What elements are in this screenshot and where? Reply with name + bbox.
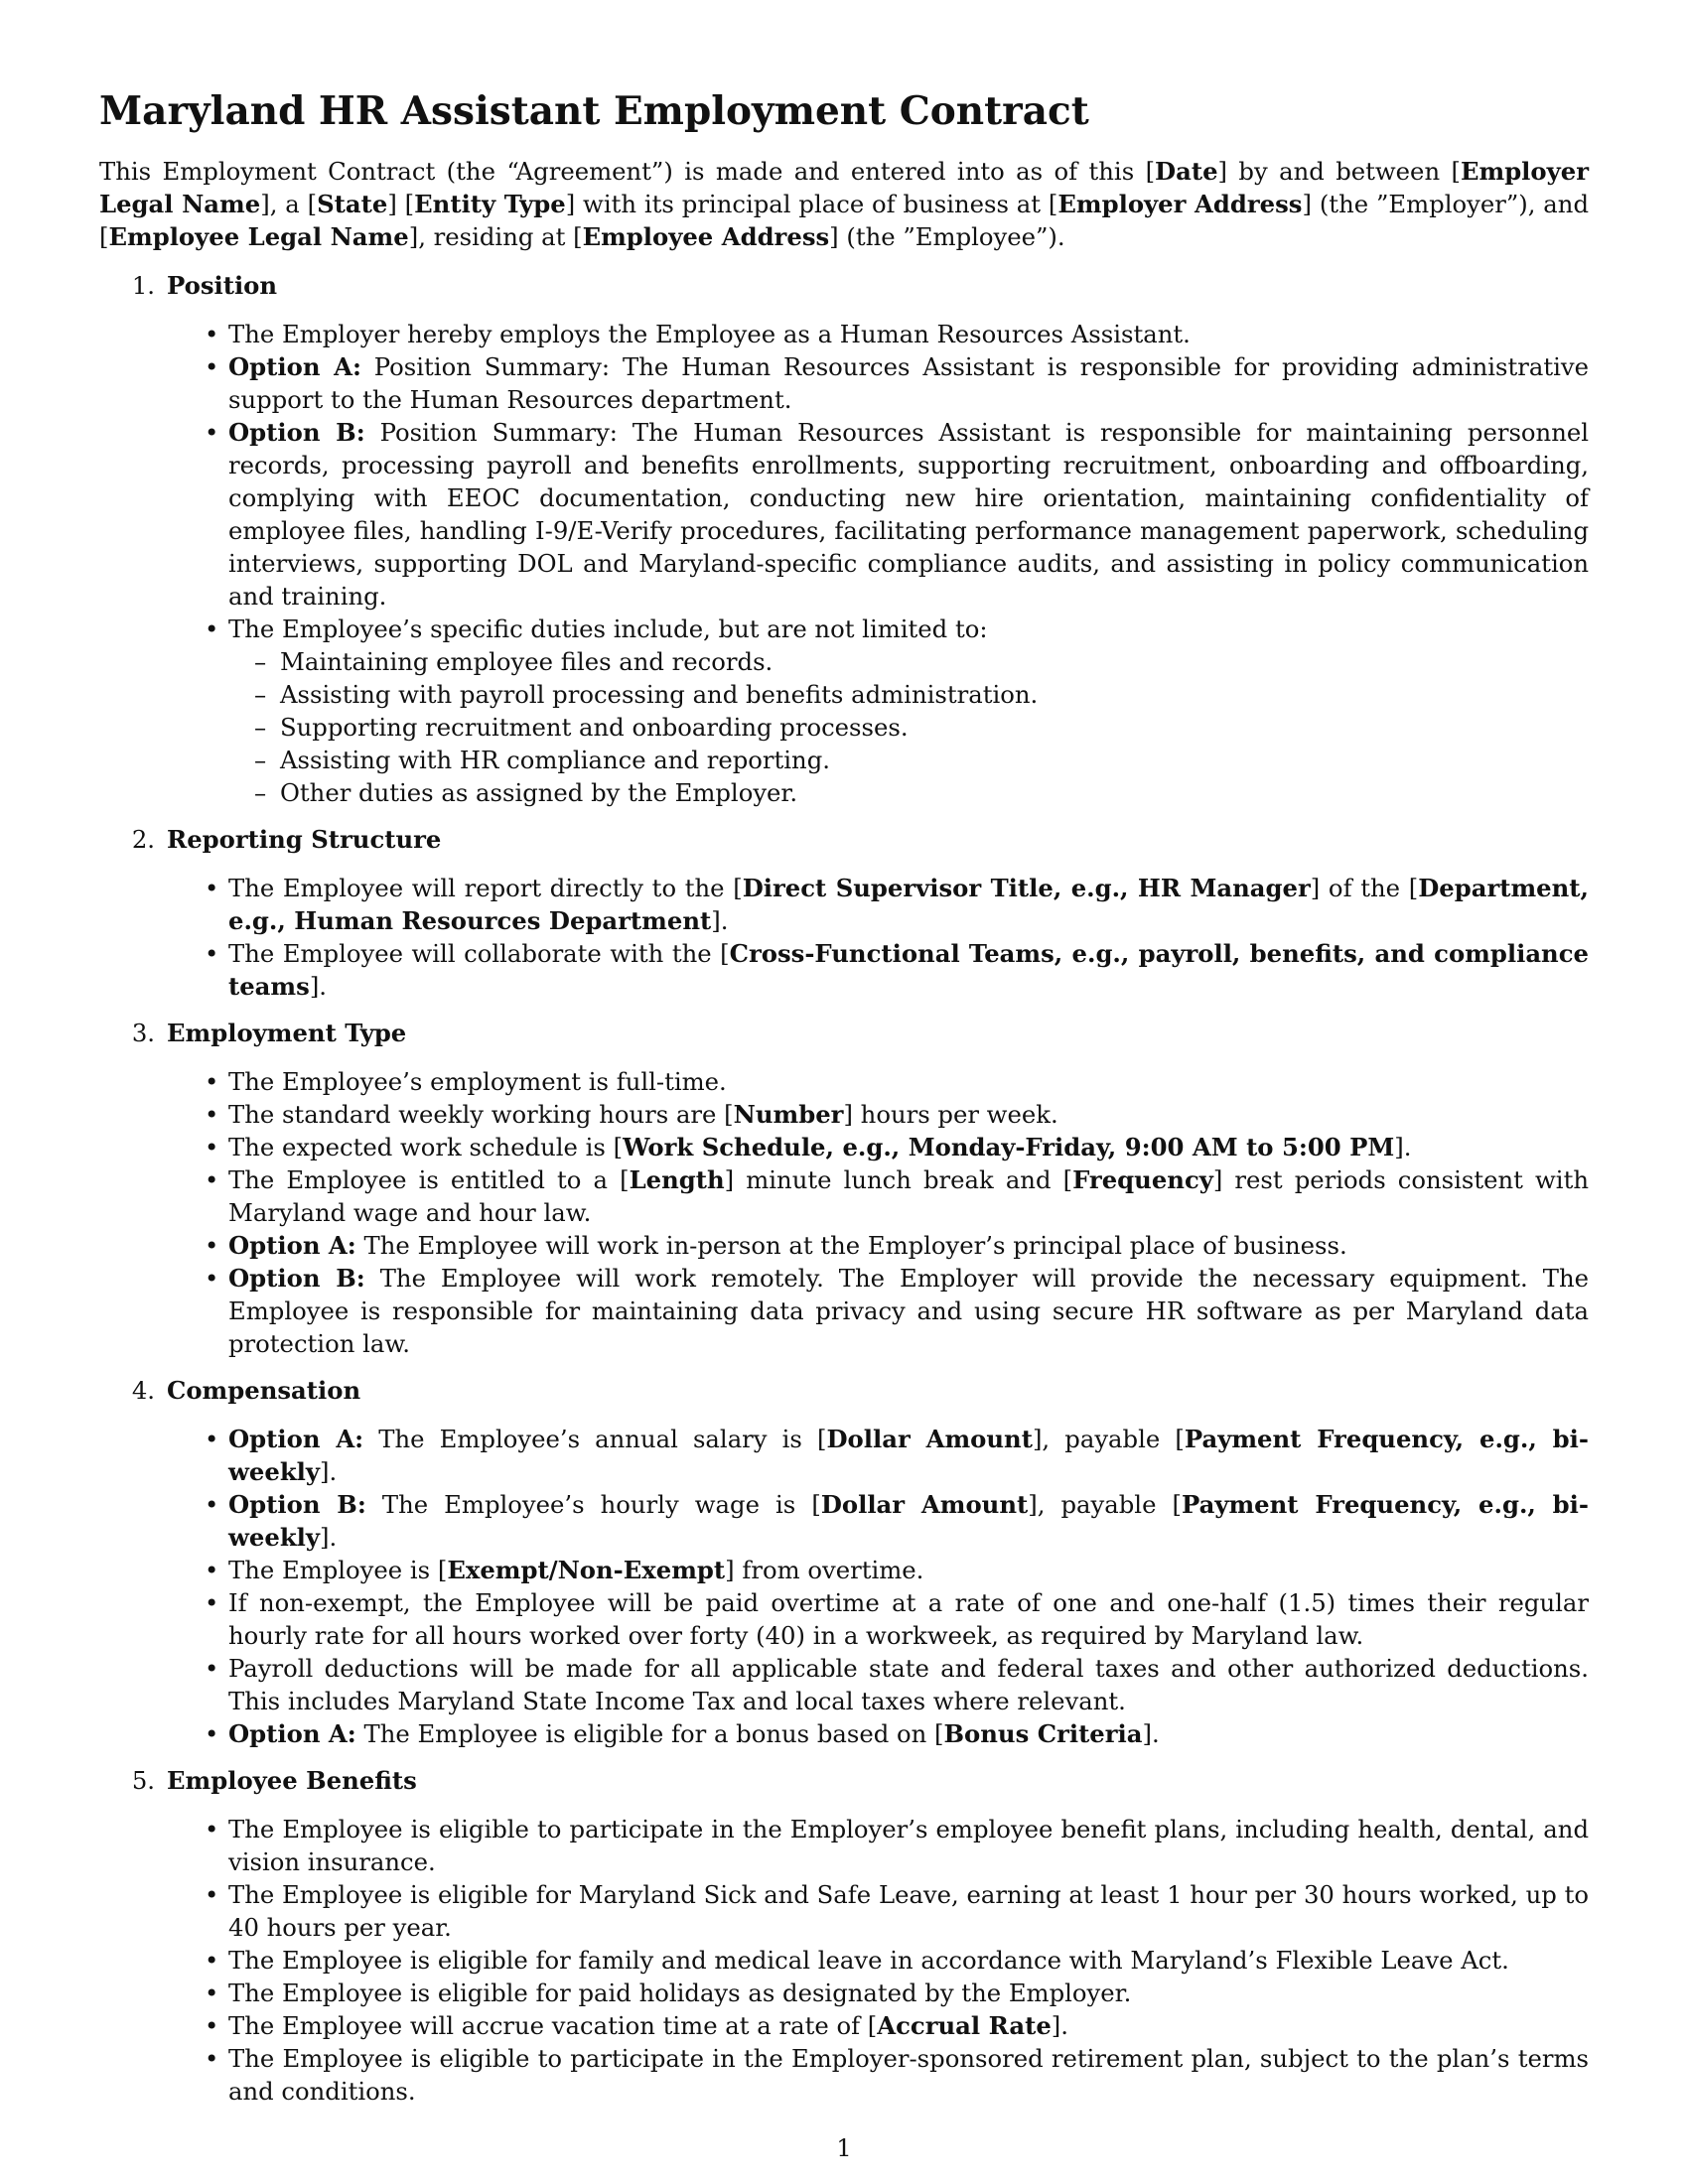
placeholder-teams: Cross-Functional Teams, e.g., payroll, benefits, and compliance teams	[228, 939, 1589, 1001]
option-label: Option B:	[228, 418, 365, 447]
intro-text: ], residing at [	[408, 222, 583, 251]
item-text: The Employee will work in-person at the Employer’s principal place of business.	[355, 1231, 1347, 1260]
item-text: ], payable [	[1032, 1425, 1185, 1453]
placeholder-dollar-amount: Dollar Amount	[820, 1490, 1029, 1519]
placeholder-employee-legal-name: Employee Legal Name	[108, 222, 409, 251]
list-item: • The Employee is eligible to participate in the Employer’s employee benefit plans, including health, dental, and vision insurance.	[228, 1813, 1589, 1878]
placeholder-length: Length	[629, 1165, 725, 1194]
duty-item: – Supporting recruitment and onboarding processes.	[280, 711, 1589, 744]
section-heading	[99, 1017, 1589, 1049]
item-text: The Employee’s specific duties include, but are not limited to:	[228, 614, 988, 643]
intro-text: ] (the ”Employee”).	[829, 222, 1065, 251]
section-heading	[99, 1764, 1589, 1797]
item-text: ].	[1142, 1719, 1160, 1748]
intro-text: ] [	[387, 190, 415, 218]
section-number: 1.	[131, 271, 155, 300]
option-label: Option A:	[228, 1425, 364, 1453]
item-text: The standard weekly working hours are [	[228, 1100, 734, 1129]
section-title: Employment Type	[167, 1019, 407, 1047]
list-item: • If non-exempt, the Employee will be paid overtime at a rate of one and one-half (1.5) times their regular hourly rate for all hours worked over forty (40) in a workweek, as required by Maryland law.	[228, 1586, 1589, 1652]
item-text: ] hours per week.	[843, 1100, 1058, 1129]
bullet-list	[99, 1813, 1589, 2108]
item-text: The Employee will collaborate with the [	[228, 939, 730, 968]
list-item	[228, 2009, 1589, 2042]
option-label: Option B:	[228, 1264, 365, 1293]
section-title: Employee Benefits	[167, 1766, 417, 1795]
bullet-list	[99, 872, 1589, 1003]
intro-text: ] with its principal place of business at [	[565, 190, 1058, 218]
placeholder-entity-type: Entity Type	[414, 190, 566, 218]
placeholder-exempt-status: Exempt/Non-Exempt	[447, 1556, 726, 1584]
item-text: ] from overtime.	[725, 1556, 924, 1584]
item-text: ], payable [	[1028, 1490, 1182, 1519]
item-text: Position Summary: The Human Resources Assistant is responsible for maintaining personnel records, processing payroll and benefits enrollments, supporting recruitment, onboarding and offboarding, complying with EEOC documentation, conducting new hire orientation, maintaining confidentiality of employee files, handling I-9/E-Verify procedures, facilitating performance management paperwork, scheduling interviews, supporting DOL and Maryland-specific compliance audits, and assisting in policy communication and training.	[228, 418, 1589, 611]
list-item	[228, 1098, 1589, 1131]
placeholder-employee-address: Employee Address	[582, 222, 830, 251]
placeholder-number: Number	[733, 1100, 844, 1129]
option-label: Option A:	[228, 1231, 356, 1260]
item-text: The Employee is entitled to a [	[228, 1165, 630, 1194]
placeholder-work-schedule: Work Schedule, e.g., Monday-Friday, 9:00 AM to 5:00 PM	[623, 1133, 1395, 1161]
list-item	[228, 1229, 1589, 1262]
document-body	[99, 87, 1589, 2121]
item-text: The expected work schedule is [	[228, 1133, 624, 1161]
list-item	[228, 1262, 1589, 1360]
section-heading	[99, 823, 1589, 856]
list-item: • The Employee is eligible for Maryland Sick and Safe Leave, earning at least 1 hour per 30 hours worked, up to 40 hours per year.	[228, 1878, 1589, 1944]
list-item	[228, 1163, 1589, 1229]
intro-text: ], a [	[260, 190, 318, 218]
document-title: Maryland HR Assistant Employment Contract	[99, 88, 1089, 134]
duty-item: – Maintaining employee files and records.	[280, 645, 1589, 678]
section-number: 5.	[131, 1766, 155, 1795]
item-text: ].	[320, 1523, 338, 1552]
list-item: • The Employee is eligible to participate in the Employer-sponsored retirement plan, subject to the plan’s terms and conditions.	[228, 2042, 1589, 2108]
item-text: ] rest periods consistent with Maryland wage and hour law.	[228, 1165, 1589, 1227]
list-item	[228, 1423, 1589, 1488]
section-employee-benefits	[99, 1764, 1589, 2108]
intro-text: ] by and between [	[1217, 157, 1461, 186]
option-label: Option B:	[228, 1490, 366, 1519]
section-number: 4.	[131, 1376, 155, 1405]
section-employment-type	[99, 1017, 1589, 1360]
section-reporting-structure	[99, 823, 1589, 1003]
duties-list	[228, 645, 1589, 809]
item-text: ].	[309, 972, 328, 1001]
section-heading	[99, 269, 1589, 302]
section-title: Reporting Structure	[167, 825, 442, 854]
section-heading	[99, 1374, 1589, 1407]
item-text: The Employee will accrue vacation time at a rate of [	[228, 2011, 878, 2040]
intro-text: This Employment Contract (the “Agreement”) is made and entered into as of this [	[99, 157, 1156, 186]
item-text: ].	[1051, 2011, 1068, 2040]
item-text: ].	[1394, 1133, 1412, 1161]
item-text: ] minute lunch break and [	[724, 1165, 1073, 1194]
bullet-list	[99, 1065, 1589, 1360]
section-title: Compensation	[167, 1376, 361, 1405]
list-item	[228, 350, 1589, 416]
section-title: Position	[167, 271, 278, 300]
list-item: • The Employee is eligible for paid holidays as designated by the Employer.	[228, 1977, 1589, 2009]
duty-item: – Other duties as assigned by the Employer.	[280, 776, 1589, 809]
option-label: Option A:	[228, 352, 361, 381]
placeholder-frequency: Frequency	[1072, 1165, 1213, 1194]
option-label: Option A:	[228, 1719, 356, 1748]
list-item	[228, 1131, 1589, 1163]
duty-item: – Assisting with HR compliance and reporting.	[280, 744, 1589, 776]
item-text: The Employee will report directly to the [	[228, 874, 743, 902]
list-item: • The Employer hereby employs the Employee as a Human Resources Assistant.	[228, 318, 1589, 350]
bullet-list	[99, 1423, 1589, 1750]
item-text: ].	[711, 906, 729, 935]
placeholder-supervisor-title: Direct Supervisor Title, e.g., HR Manager	[742, 874, 1311, 902]
list-item	[228, 1554, 1589, 1586]
list-item: • The Employee’s employment is full-time.	[228, 1065, 1589, 1098]
page-number: 1	[836, 2134, 852, 2162]
placeholder-employer-legal-name: Employer Legal Name	[99, 157, 1589, 218]
item-text: The Employee is [	[228, 1556, 448, 1584]
item-text: The Employee is eligible for a bonus based on [	[355, 1719, 944, 1748]
list-item	[228, 416, 1589, 613]
list-item	[228, 937, 1589, 1003]
section-number: 2.	[131, 825, 155, 854]
placeholder-date: Date	[1155, 157, 1218, 186]
duty-item: – Assisting with payroll processing and benefits administration.	[280, 678, 1589, 711]
placeholder-dollar-amount: Dollar Amount	[826, 1425, 1033, 1453]
list-item	[228, 613, 1589, 809]
placeholder-state: State	[317, 190, 388, 218]
item-text: The Employee’s annual salary is [	[363, 1425, 827, 1453]
intro-paragraph	[99, 155, 1589, 253]
item-text: Position Summary: The Human Resources Assistant is responsible for providing administrative support to the Human Resources department.	[228, 352, 1589, 414]
list-item: • The Employee is eligible for family and medical leave in accordance with Maryland’s Flexible Leave Act.	[228, 1944, 1589, 1977]
list-item	[228, 1717, 1589, 1750]
placeholder-accrual-rate: Accrual Rate	[877, 2011, 1052, 2040]
bullet-list	[99, 318, 1589, 809]
placeholder-employer-address: Employer Address	[1057, 190, 1303, 218]
section-number: 3.	[131, 1019, 155, 1047]
intro-text: ] (the ”Employer”), and [	[99, 190, 1589, 251]
placeholder-bonus-criteria: Bonus Criteria	[943, 1719, 1143, 1748]
list-item	[228, 872, 1589, 937]
item-text: ].	[320, 1457, 338, 1486]
section-position	[99, 269, 1589, 809]
placeholder-payment-frequency: Payment Frequency, e.g., bi-weekly	[228, 1490, 1589, 1552]
list-item: • Payroll deductions will be made for all applicable state and federal taxes and other authorized deductions. This includes Maryland State Income Tax and local taxes where relevant.	[228, 1652, 1589, 1717]
item-text: The Employee will work remotely. The Employer will provide the necessary equipment. The Employee is responsible for maintaining data privacy and using secure HR software as per Maryland data protection law.	[228, 1264, 1589, 1358]
placeholder-department: Department, e.g., Human Resources Department	[228, 874, 1589, 935]
placeholder-payment-frequency: Payment Frequency, e.g., bi-weekly	[228, 1425, 1589, 1486]
list-item	[228, 1488, 1589, 1554]
item-text: ] of the [	[1310, 874, 1419, 902]
item-text: The Employee’s hourly wage is [	[365, 1490, 821, 1519]
section-compensation	[99, 1374, 1589, 1750]
